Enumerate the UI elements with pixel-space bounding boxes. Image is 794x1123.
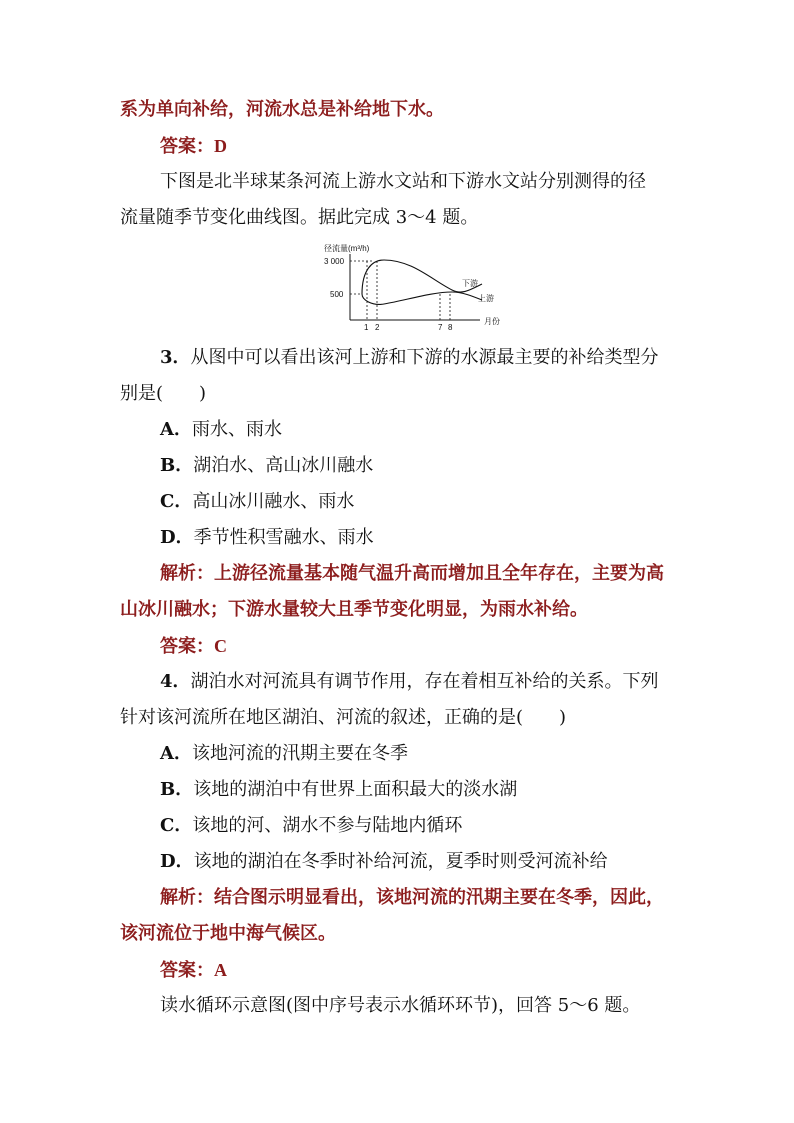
y-tick-500: 500: [330, 290, 344, 299]
option-key: B．: [160, 455, 194, 476]
answer-row-q2: [160, 134, 227, 159]
answer-row-q4: [160, 958, 227, 983]
question-4-line-1: [160, 670, 659, 694]
q4-option-a: [160, 742, 408, 766]
explanation-text: 上游径流量基本随气温升高而增加且全年存在，主要为高: [214, 563, 664, 584]
explanation-label: 解析：: [160, 887, 214, 908]
option-key: D．: [160, 851, 194, 872]
q3-explanation-line-1: [160, 562, 664, 586]
question-3-line-1: [160, 346, 659, 370]
option-text: 高山冰川融水、雨水: [192, 491, 355, 512]
option-text: 湖泊水、高山冰川融水: [193, 455, 374, 476]
x-tick-7: 7: [438, 323, 443, 332]
chart-ylabel: 径流量(m³/h): [324, 244, 370, 253]
question-3-number: 3．: [160, 347, 191, 368]
option-text: 季节性积雪融水、雨水: [193, 527, 374, 548]
option-text: 该地的湖泊在冬季时补给河流，夏季时则受河流补给: [193, 851, 608, 872]
series-upstream: [362, 292, 482, 304]
option-key: A．: [160, 743, 192, 764]
explanation-text: 结合图示明显看出，该地河流的汛期主要在冬季，因此，: [214, 887, 664, 908]
question-4-line-2: 针对该河流所在地区湖泊、河流的叙述，正确的是( ): [120, 707, 567, 728]
q4-explanation-line-2: 该河流位于地中海气候区。: [120, 923, 336, 944]
answer-label: 答案：: [160, 636, 214, 657]
intro-line-2: 流量随季节变化曲线图。据此完成 3～4 题。: [120, 207, 479, 228]
option-text: 雨水、雨水: [191, 419, 282, 440]
q3-explanation-line-2: 山冰川融水；下游水量较大且季节变化明显，为雨水补给。: [120, 599, 588, 620]
option-key: B．: [160, 779, 194, 800]
q4-option-d: [160, 850, 608, 874]
answer-value: A: [214, 960, 227, 980]
question-4-number: 4．: [160, 671, 191, 692]
answer-label: 答案：: [160, 960, 214, 981]
q4-option-b: [160, 778, 517, 802]
option-text: 该地的湖泊中有世界上面积最大的淡水湖: [193, 779, 518, 800]
option-key: C．: [160, 815, 193, 836]
option-key: A．: [160, 419, 192, 440]
q3-option-b: [160, 454, 373, 478]
question-4-text: 湖泊水对河流具有调节作用，存在着相互补给的关系。下列: [190, 671, 659, 692]
q3-option-c: [160, 490, 354, 514]
y-tick-3000: 3 000: [324, 257, 345, 266]
answer-explanation-tail: 系为单向补给，河流水总是补给地下水。: [120, 99, 444, 120]
runoff-chart: [322, 240, 522, 335]
question-3-line-2: 别是( ): [120, 383, 207, 404]
answer-label: 答案：: [160, 136, 214, 157]
explanation-label: 解析：: [160, 563, 214, 584]
option-text: 该地河流的汛期主要在冬季: [191, 743, 408, 764]
q4-explanation-line-1: [160, 886, 664, 910]
next-section-intro: 读水循环示意图(图中序号表示水循环环节)，回答 5～6 题。: [160, 995, 641, 1016]
q3-option-d: [160, 526, 374, 550]
answer-row-q3: [160, 634, 227, 659]
x-tick-1: 1: [364, 323, 369, 332]
intro-line-1: 下图是北半球某条河流上游水文站和下游水文站分别测得的径: [160, 171, 646, 192]
x-tick-8: 8: [448, 323, 453, 332]
question-3-text: 从图中可以看出该河上游和下游的水源最主要的补给类型分: [190, 347, 659, 368]
x-tick-2: 2: [375, 323, 380, 332]
option-key: D．: [160, 527, 194, 548]
legend-downstream: 下游: [462, 279, 478, 288]
chart-xlabel: 月份: [484, 317, 500, 326]
option-text: 该地的河、湖水不参与陆地内循环: [192, 815, 463, 836]
q3-option-a: [160, 418, 282, 442]
legend-upstream: 上游: [478, 294, 494, 303]
q4-option-c: [160, 814, 462, 838]
answer-value: C: [214, 636, 227, 656]
answer-value: D: [214, 136, 227, 156]
option-key: C．: [160, 491, 193, 512]
series-downstream: [362, 260, 482, 294]
